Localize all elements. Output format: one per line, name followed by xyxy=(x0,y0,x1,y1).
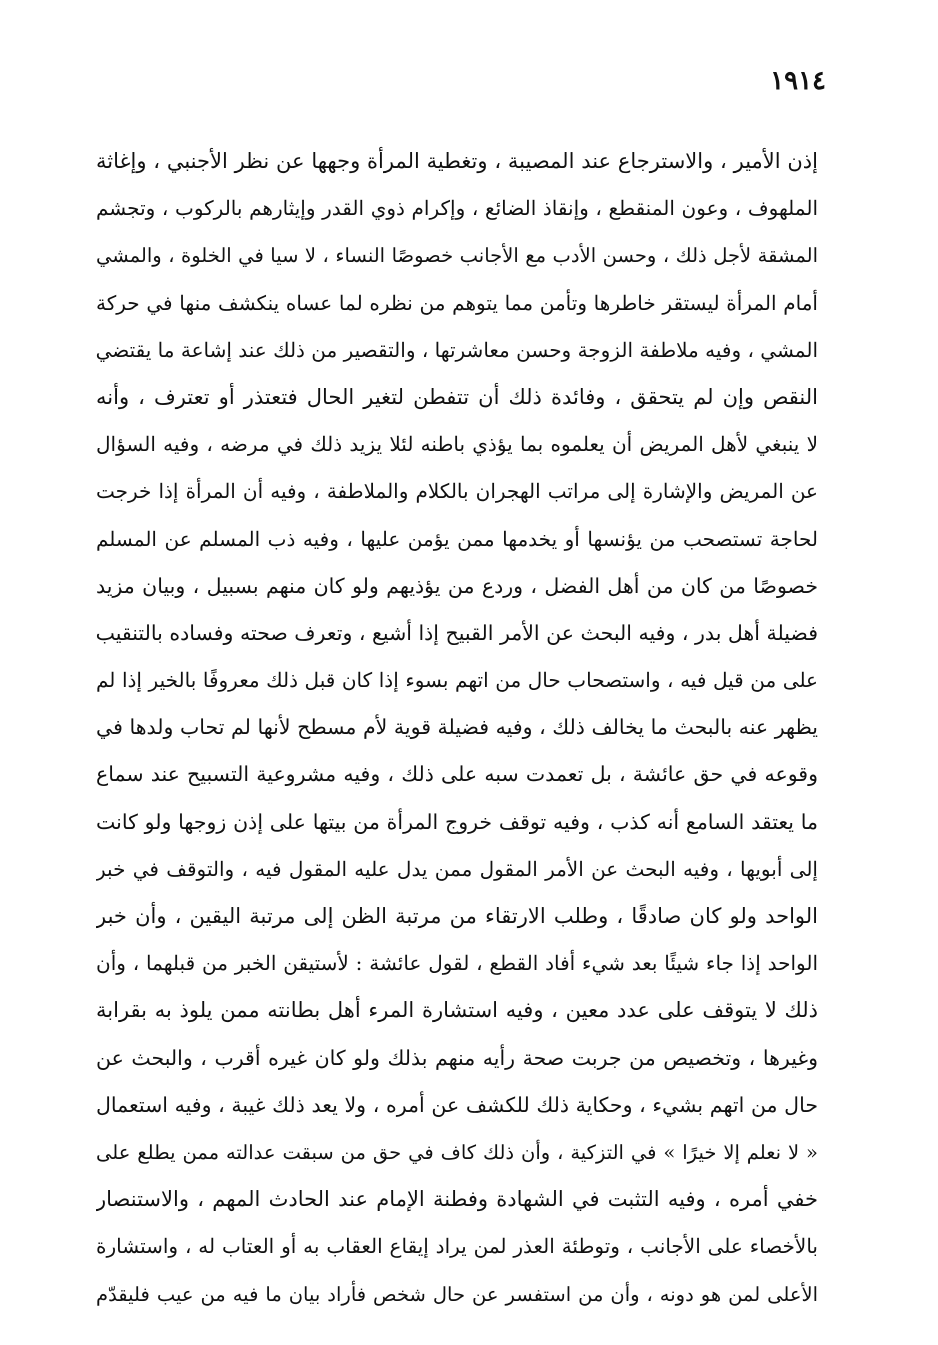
text-line: على من قيل فيه ، واستصحاب حال من اتهم بسوء إذا كان قبل ذلك معروفًا بالخير إذا لم xyxy=(96,668,818,693)
text-line: عن المريض والإشارة إلى مراتب الهجران بالكلام والملاطفة ، وفيه أن المرأة إذا خرجت xyxy=(96,479,818,504)
text-line: النقص وإن لم يتحقق ، وفائدة ذلك أن تتفطن لتغير الحال فتعتذر أو تعترف ، وأنه xyxy=(96,384,818,409)
text-line: إذن الأمير ، والاسترجاع عند المصيبة ، وتغطية المرأة وجهها عن نظر الأجنبي ، وإغاثة xyxy=(96,149,818,173)
text-line: بالأخصاء على الأجانب ، وتوطئة العذر لمن يراد إيقاع العقاب به أو العتاب له ، واستشارة xyxy=(96,1234,818,1259)
text-line: يظهر عنه بالبحث ما يخالف ذلك ، وفيه فضيلة قوية لأم مسطح لأنها لم تحاب ولدها في xyxy=(96,715,818,740)
text-line: أمام المرأة ليستقر خاطرها وتأمن مما يتوهم من نظره لما عساه ينكشف منها في حركة xyxy=(96,290,818,315)
text-line: خفي أمره ، وفيه التثبت في الشهادة وفطنة الإمام عند الحادث المهم ، والاستنصار xyxy=(96,1187,818,1212)
text-line: الملهوف ، وعون المنقطع ، وإنقاذ الضائع ، وإكرام ذوي القدر وإيثارهم بالركوب ، وتجشم xyxy=(96,196,818,221)
text-line: الأعلى لمن هو دونه ، وأن من استفسر عن حال شخص فأراد بيان ما فيه من عيب فليقدّم xyxy=(96,1282,818,1306)
text-line: « لا نعلم إلا خيرًا » في التزكية ، وأن ذلك كاف في حق من سبقت عدالته ممن يطلع على xyxy=(96,1140,818,1164)
text-line: المشقة لأجل ذلك ، وحسن الأدب مع الأجانب خصوصًا النساء ، لا سيا في الخلوة ، والمشي xyxy=(96,244,818,268)
text-line: الواحد إذا جاء شيئًا بعد شيء أفاد القطع ، لقول عائشة : لأستيقن الخبر من قبلهما ، وأن xyxy=(96,951,818,976)
text-line: إلى أبويها ، وفيه البحث عن الأمر المقول ممن يدل عليه المقول فيه ، والتوقف في خبر xyxy=(96,856,818,881)
text-line: وقوعه في حق عائشة ، بل تعمدت سبه على ذلك ، وفيه مشروعية التسبيح عند سماع xyxy=(96,762,818,787)
text-line: ما يعتقد السامع أنه كذب ، وفيه توقف خروج المرأة من بيتها على إذن زوجها ولو كانت xyxy=(96,809,818,834)
text-line: وغيرها ، وتخصيص من جربت صحة رأيه منهم بذلك ولو كان غيره أقرب ، والبحث عن xyxy=(96,1045,818,1070)
text-line: الواحد ولو كان صادقًا ، وطلب الارتقاء من مرتبة الظن إلى مرتبة اليقين ، وأن خبر xyxy=(96,904,818,928)
text-line: حال من اتهم بشيء ، وحكاية ذلك للكشف عن أمره ، ولا يعد ذلك غيبة ، وفيه استعمال xyxy=(96,1092,818,1117)
text-line: ذلك لا يتوقف على عدد معين ، وفيه استشارة المرء أهل بطانته ممن يلوذ به بقرابة xyxy=(96,998,818,1023)
text-line: فضيلة أهل بدر ، وفيه البحث عن الأمر القبيح إذا أشيع ، وتعرف صحته وفساده بالتنقيب xyxy=(96,620,818,645)
page-number: ١٩١٤ xyxy=(770,66,826,96)
text-line: خصوصًا من كان من أهل الفضل ، وردع من يؤذيهم ولو كان منهم بسبيل ، وبيان مزيد xyxy=(96,573,818,598)
text-line: لا ينبغي لأهل المريض أن يعلموه بما يؤذي باطنه لئلا يزيد ذلك في مرضه ، وفيه السؤال xyxy=(96,432,818,457)
text-line: المشي ، وفيه ملاطفة الزوجة وحسن معاشرتها ، والتقصير من ذلك عند إشاعة ما يقتضي xyxy=(96,337,818,362)
text-line: لحاجة تستصحب من يؤنسها أو يخدمها ممن يؤمن عليها ، وفيه ذب المسلم عن المسلم xyxy=(96,526,818,551)
body-text xyxy=(96,138,818,1318)
